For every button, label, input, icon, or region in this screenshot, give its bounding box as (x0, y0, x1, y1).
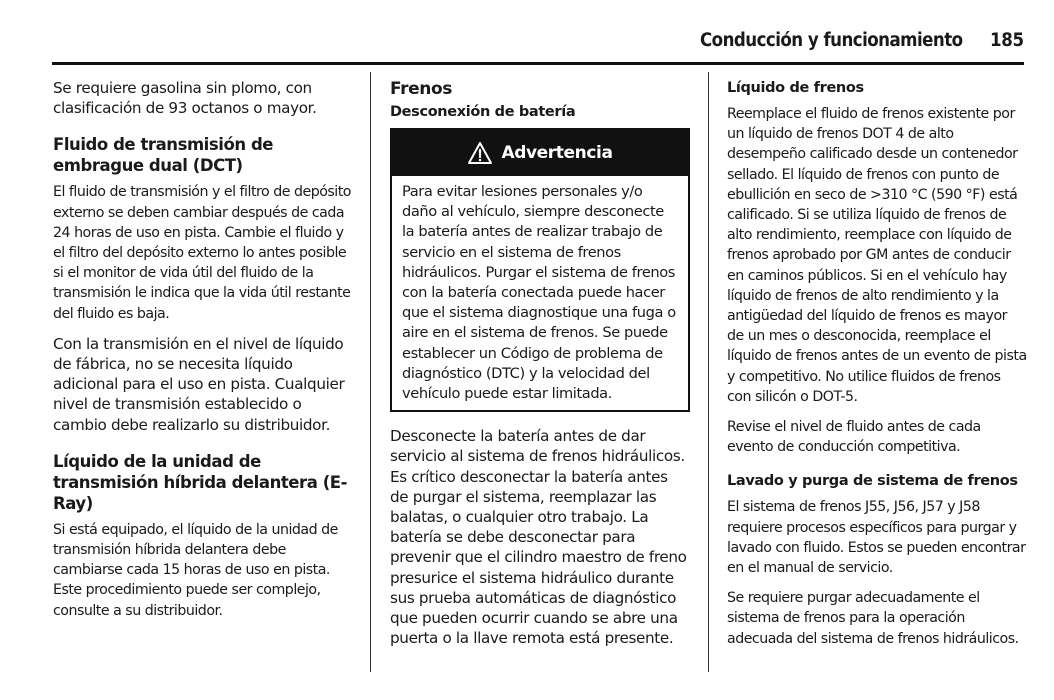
column-1 (53, 78, 353, 631)
eray-paragraph: Si está equipado, el líquido de la unidad de transmisión híbrida delantera debe cambiarse cada 15 horas de uso en pista. Este procedimiento puede ser complejo, consulte a su distribuidor. (53, 521, 338, 619)
page-header (0, 0, 1054, 66)
eray-heading: Líquido de la unidad de transmisión híbrida delantera (E-Ray) (53, 451, 348, 513)
column-divider-1 (370, 72, 371, 672)
warning-text: Para evitar lesiones personales y/o daño al vehículo, siempre desconecte la batería antes de realizar trabajo de servicio en el sistema de frenos hidráulicos. Purgar el sistema de frenos con la batería conectada puede hacer que el sistema diagnostique una fuga o aire en el sistema de frenos. Se puede establecer un Código de problema de diagnóstico (DTC) y la velocidad del vehículo puede estar limitada. (402, 183, 676, 403)
brake-fluid-heading: Líquido de frenos (727, 80, 864, 96)
brake-fluid-paragraph-2: Revise el nivel de fluido antes de cada evento de conducción competitiva. (727, 419, 981, 456)
page-number: 185 (990, 30, 1024, 51)
dct-paragraph-1: El fluido de transmisión y el filtro de depósito externo se deben cambiar después de cada 24 horas de uso en pista. Cambie el fluido y el filtro del depósito externo lo antes posible si el monitor de vida útil del fluido de la transmisión le indica que la vida útil restante del fluido es baja. (53, 184, 351, 322)
warning-title: Advertencia (501, 142, 613, 163)
brakes-heading: Frenos (390, 79, 452, 99)
column-divider-2 (708, 72, 709, 672)
flush-bleed-paragraph-1: El sistema de frenos J55, J56, J57 y J58 requiere procesos específicos para purgar y lavado con fluido. Estos se pueden encontrar en el manual de servicio. (727, 499, 1026, 577)
section-title: Conducción y funcionamiento (700, 30, 963, 51)
column-3 (727, 78, 1027, 659)
flush-bleed-heading: Lavado y purga de sistema de frenos (727, 473, 1018, 490)
warning-triangle-icon (467, 141, 493, 165)
column-2 (390, 78, 690, 658)
header-rule (52, 62, 1024, 65)
dct-paragraph-2: Con la transmisión en el nivel de líquido de fábrica, no se necesita líquido adicional para el uso en pista. Cualquier nivel de transmisión establecido o cambio debe realizarlo su distribuidor. (53, 334, 345, 434)
flush-bleed-paragraph-2: Se requiere purgar adecuadamente el sistema de frenos para la operación adecuada del sistema de frenos hidráulicos. (727, 590, 1019, 647)
intro-paragraph: Se requiere gasolina sin plomo, con clasificación de 93 octanos o mayor. (53, 79, 317, 118)
battery-disconnect-subheading: Desconexión de batería (390, 104, 576, 120)
warning-header (392, 130, 688, 176)
warning-box (390, 128, 690, 412)
battery-paragraph: Desconecte la batería antes de dar servicio al sistema de frenos hidráulicos. Es crítico desconectar la batería antes de purgar el sistema, reemplazar las balatas, o cualquier otro trabajo. La batería se debe desconectar para prevenir que el cilindro maestro de freno presurice el sistema hidráulico durante sus prueba automáticas de diagnóstico que pueden ocurrir cuando se abre una puerta o la llave remota está presente. (390, 427, 687, 648)
dct-heading: Fluido de transmisión de embrague dual (DCT) (53, 135, 274, 176)
brake-fluid-paragraph-1: Reemplace el fluido de frenos existente por un líquido de frenos DOT 4 de alto desempeño calificado desde un contenedor sellado. El líquido de frenos con punto de ebullición en seco de >310 °C (590 °F) está calificado. Si se utiliza líquido de frenos de alto rendimiento, reemplace con líquido de frenos aprobado por GM antes de conducir en caminos públicos. Si en el vehículo hay líquido de frenos de alto rendimiento y la antigüedad del líquido de frenos es mayor de un mes o desconocida, reemplace el líquido de frenos antes de un evento de pista y competitivo. No utilice fluidos de frenos con silicón o DOT-5. (727, 106, 1027, 405)
